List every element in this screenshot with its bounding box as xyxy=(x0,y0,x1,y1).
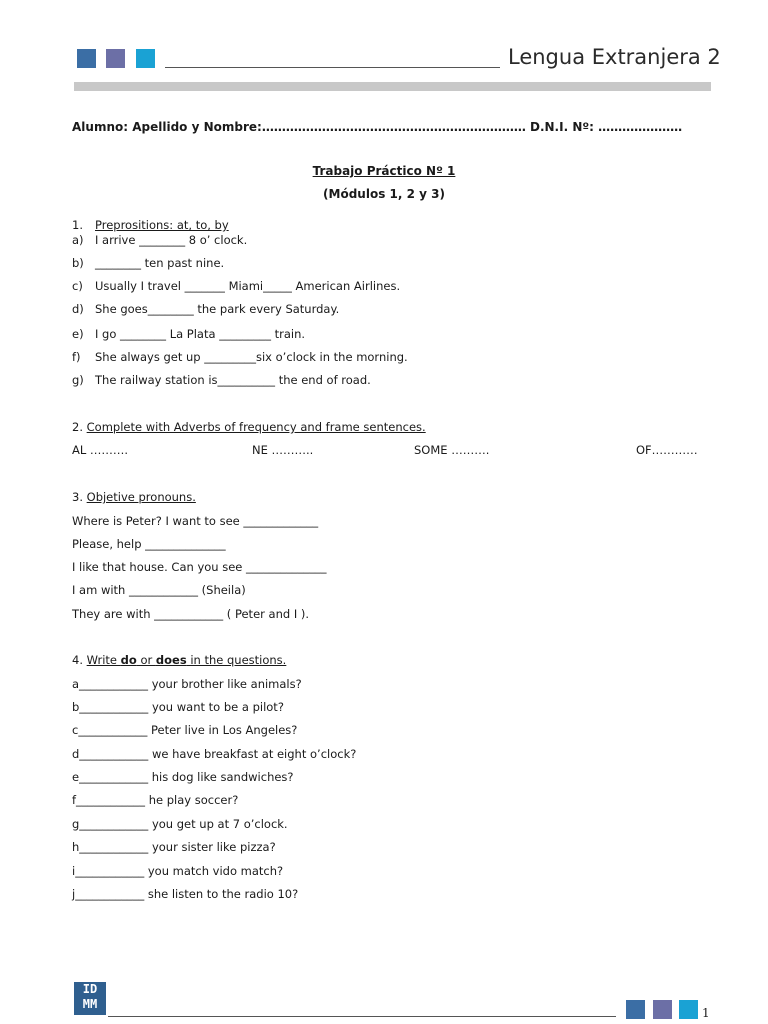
adverb-option: AL ………. xyxy=(72,443,129,457)
header-square-3 xyxy=(136,49,155,68)
institution-logo: ID MM xyxy=(74,982,106,1015)
section3-title: Objetive pronouns. xyxy=(86,490,196,504)
page-number: 1 xyxy=(702,1006,710,1020)
list-item: h____________ your sister like pizza? xyxy=(72,840,276,854)
header-square-2 xyxy=(106,49,125,68)
section1-heading xyxy=(72,218,229,232)
footer-square-3 xyxy=(679,1000,698,1019)
header-square-1 xyxy=(77,49,96,68)
header-title: Lengua Extranjera 2 xyxy=(508,45,721,69)
footer-square-2 xyxy=(653,1000,672,1019)
work-title: Trabajo Práctico Nº 1 xyxy=(312,164,456,178)
footer-rule xyxy=(108,1016,616,1017)
header-bar xyxy=(74,82,711,91)
list-item: Where is Peter? I want to see _____________ xyxy=(72,514,319,528)
section1-title: Preprositions: at, to, by xyxy=(95,218,229,232)
list-item: g) The railway station is__________ the end of road. xyxy=(72,373,371,387)
student-line: Alumno: Apellido y Nombre:………………………………………………………… D.N.I. Nº: ………………… xyxy=(72,120,683,134)
list-item: a____________ your brother like animals? xyxy=(72,677,302,691)
section4-heading xyxy=(72,653,286,667)
list-item: I am with ____________ (Sheila) xyxy=(72,583,246,597)
adverb-option: SOME ………. xyxy=(414,443,490,457)
list-item: I like that house. Can you see ______________ xyxy=(72,560,327,574)
list-item: Please, help ______________ xyxy=(72,537,226,551)
section4-title: Write do or does in the questions. xyxy=(86,653,287,667)
list-item: e) I go ________ La Plata _________ train. xyxy=(72,327,306,341)
list-item: j____________ she listen to the radio 10? xyxy=(72,887,299,901)
footer-square-1 xyxy=(626,1000,645,1019)
adverb-option: OF………… xyxy=(636,443,698,457)
list-item: i____________ you match vido match? xyxy=(72,864,284,878)
section2-number: 2. xyxy=(72,420,83,434)
section3-number: 3. xyxy=(72,490,83,504)
section2-title: Complete with Adverbs of frequency and frame sentences. xyxy=(86,420,426,434)
list-item: d) She goes________ the park every Saturday. xyxy=(72,302,340,316)
list-item: a) I arrive ________ 8 o’ clock. xyxy=(72,233,248,247)
section4-number: 4. xyxy=(72,653,83,667)
list-item: f) She always get up _________six o’clock in the morning. xyxy=(72,350,408,364)
section2-heading xyxy=(72,420,426,434)
adverb-option: NE ……….. xyxy=(252,443,314,457)
list-item: c____________ Peter live in Los Angeles? xyxy=(72,723,298,737)
section1-number: 1. xyxy=(72,218,83,232)
list-item: They are with ____________ ( Peter and I ). xyxy=(72,607,310,621)
list-item: b____________ you want to be a pilot? xyxy=(72,700,284,714)
list-item: d____________ we have breakfast at eight o’clock? xyxy=(72,747,357,761)
list-item: f____________ he play soccer? xyxy=(72,793,239,807)
list-item: g____________ you get up at 7 o’clock. xyxy=(72,817,288,831)
section3-heading xyxy=(72,490,196,504)
list-item: c) Usually I travel _______ Miami_____ American Airlines. xyxy=(72,279,401,293)
list-item: e____________ his dog like sandwiches? xyxy=(72,770,294,784)
header-rule xyxy=(165,67,500,68)
work-subtitle: (Módulos 1, 2 y 3) xyxy=(323,187,445,201)
list-item: b) ________ ten past nine. xyxy=(72,256,225,270)
